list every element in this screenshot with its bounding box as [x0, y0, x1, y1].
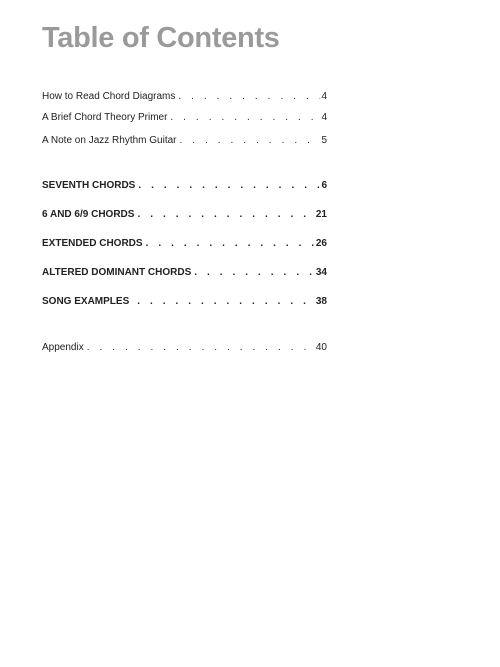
- toc-entry-title: ALTERED DOMINANT CHORDS: [42, 267, 192, 278]
- toc-entry-brief-chord-theory-primer[interactable]: [42, 110, 327, 126]
- toc-entry-song-examples[interactable]: [42, 294, 327, 310]
- toc-dot-leader: [87, 340, 315, 356]
- toc-entry-page: 40: [315, 342, 327, 353]
- toc-dot-leader: [178, 89, 320, 105]
- page-title: Table of Contents: [42, 22, 280, 54]
- toc-entry-page: 6: [321, 180, 327, 191]
- toc-dot-leader: [137, 207, 314, 223]
- toc-entry-page: 26: [315, 238, 327, 249]
- toc-entry-title: SONG EXAMPLES: [42, 296, 130, 307]
- toc-entry-title: EXTENDED CHORDS: [42, 238, 143, 249]
- toc-dot-leader: [137, 294, 315, 310]
- toc-entry-title: A Note on Jazz Rhythm Guitar: [42, 135, 177, 146]
- toc-entry-title: How to Read Chord Diagrams: [42, 91, 176, 102]
- toc-entry-page: 4: [321, 91, 327, 102]
- toc-dot-leader: [194, 265, 315, 281]
- toc-dot-leader: [146, 236, 315, 252]
- toc-entry-appendix[interactable]: [42, 340, 327, 356]
- toc-entry-title: Appendix: [42, 342, 84, 353]
- toc-entry-page: 21: [315, 209, 327, 220]
- toc-entry-page: 38: [315, 296, 327, 307]
- toc-dot-leader: [180, 133, 321, 149]
- toc-entry-6-and-69-chords[interactable]: [42, 207, 327, 223]
- toc-entry-note-on-jazz-rhythm-guitar[interactable]: [42, 133, 327, 149]
- toc-entry-altered-dominant-chords[interactable]: [42, 265, 327, 281]
- toc-entry-title: SEVENTH CHORDS: [42, 180, 136, 191]
- toc-entry-page: 5: [321, 135, 327, 146]
- toc-entry-how-to-read-chord-diagrams[interactable]: [42, 89, 327, 105]
- toc-entry-page: 34: [315, 267, 327, 278]
- toc-dot-leader: [138, 178, 320, 194]
- toc-dot-leader: [170, 110, 320, 126]
- toc-entry-title: A Brief Chord Theory Primer: [42, 112, 168, 123]
- toc-entry-title: 6 AND 6/9 CHORDS: [42, 209, 135, 220]
- toc-entry-page: 4: [321, 112, 327, 123]
- toc-entry-extended-chords[interactable]: [42, 236, 327, 252]
- toc-entry-seventh-chords[interactable]: [42, 178, 327, 194]
